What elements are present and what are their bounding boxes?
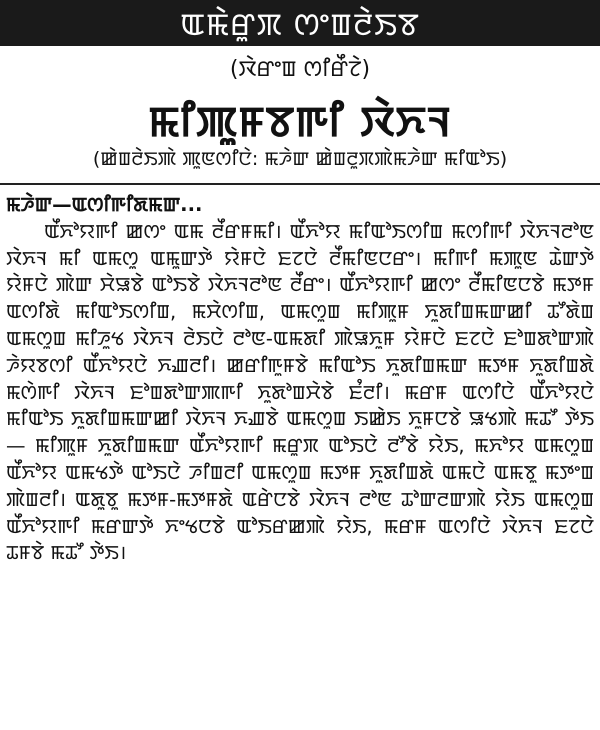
article-headline: ꯃꯤꯄꯨꯝꯕꯒꯤ ꯋꯥꯈꯜ (148, 97, 452, 146)
header-bar (0, 0, 600, 46)
article-byline: (ꯀꯥꯡꯂꯥꯏꯄꯥ ꯄꯨꯟꯁꯤꯅꯥ: ꯃꯍꯥꯛ ꯀꯥꯡꯂꯨꯞꯄꯥꯃꯍꯥꯛ ꯃꯤꯑꯣꯏ) (92, 148, 508, 170)
article-subtitle: (ꯋꯥꯔꯦꯡ ꯁꯤꯔꯩꯖꯥ) (229, 57, 371, 82)
section-title: ꯑꯃꯥꯔꯨꯞ ꯁꯦꯡꯂꯥꯏꯕ (180, 6, 420, 43)
article-body (6, 192, 594, 567)
body-paragraph: ꯑꯩꯈꯣꯌꯒꯤ ꯀꯁꯦ ꯑꯃ ꯂꯩꯔꯝꯃꯤ। ꯑꯩꯈꯣꯌ ꯃꯤꯑꯣꯏꯁꯤꯡ ꯃꯁꯤꯒꯤ ꯋꯥꯈꯜꯂꯣꯟ ꯋꯥꯈꯜ ꯃꯤ ꯑꯃꯁꯨ ꯑꯃꯨꯛꯇꯥ ꯌꯥꯝꯅꯥ ꯐꯖꯅꯥ ꯂꯩꯃꯤꯟꯅꯔꯦ। ꯃꯤꯒꯤ ꯃꯄꯨꯟ ꯊꯥꯛꯇꯥ ꯌꯥꯝꯅꯥ ꯄꯥꯛ ꯆꯥꯎꯕꯥ ꯑꯣꯏꯕꯥ ꯋꯥꯈꯜꯂꯣꯟ ꯂꯩꯔꯦ। ꯑꯩꯈꯣꯌꯒꯤ ꯀꯁꯦ ꯂꯩꯃꯤꯟꯅꯕꯥ ꯃꯇꯝ ꯑꯁꯤꯗꯥ ꯃꯤꯑꯣꯏꯁꯤꯡ, ꯃꯆꯥꯁꯤꯡ, ꯑꯃꯁꯨꯡ ꯃꯤꯄꯨꯝ ꯈꯨꯗꯤꯡꯃꯛꯀꯤ ꯊꯧꯗꯥꯡ ꯑꯃꯁꯨꯡ ꯃꯤꯍꯨꯠ ꯋꯥꯈꯜ ꯂꯥꯏꯅꯥ ꯂꯣꯟ-ꯑꯃꯗꯤ ꯄꯥꯎꯈꯨꯝ ꯌꯥꯝꯅꯥ ꯐꯖꯅꯥ ꯐꯣꯡꯗꯣꯛꯄꯥ ꯍꯥꯌꯕꯁꯤ ꯑꯩꯈꯣꯌꯅꯥ ꯈꯉꯂꯤ। ꯀꯔꯤꯒꯨꯝꯕꯥ ꯃꯤꯑꯣꯏ ꯈꯨꯗꯤꯡꯃꯛ ꯃꯇꯝ ꯈꯨꯗꯤꯡꯗꯥ ꯃꯁꯥꯒꯤ ꯋꯥꯈꯜ ꯐꯣꯡꯗꯣꯛꯄꯒꯤ ꯈꯨꯗꯣꯡꯆꯥꯕꯥ ꯐꯪꯂꯤ। ꯃꯔꯝ ꯑꯁꯤꯅꯥ ꯑꯩꯈꯣꯌꯅꯥ ꯃꯤꯑꯣꯏ ꯈꯨꯗꯤꯡꯃꯛꯀꯤ ꯋꯥꯈꯜ ꯈꯉꯕꯥ ꯑꯃꯁꯨꯡ ꯏꯀꯥꯏ ꯈꯨꯝꯅꯕꯥ ꯎꯠꯄꯥ ꯃꯊꯧ ꯇꯥꯏ— ꯃꯤꯄꯨꯝ ꯈꯨꯗꯤꯡꯃꯛ ꯑꯩꯈꯣꯌꯒꯤ ꯃꯔꯨꯞ ꯑꯣꯏꯅꯥ ꯂꯧꯕꯥ ꯌꯥꯏ, ꯃꯈꯣꯌ ꯑꯃꯁꯨꯡ ꯑꯩꯈꯣꯌ ꯑꯃꯠꯇꯥ ꯑꯣꯏꯅꯥ ꯍꯤꯡꯂꯤ ꯑꯃꯁꯨꯡ ꯃꯇꯝ ꯈꯨꯗꯤꯡꯗꯥ ꯑꯃꯅꯥ ꯑꯃꯕꯨ ꯃꯇꯦꯡ ꯄꯥꯡꯂꯤ। ꯑꯗꯨꯕꯨ ꯃꯇꯝ-ꯃꯇꯝꯗꯥ ꯑꯔꯥꯅꯕꯥ ꯋꯥꯈꯜ ꯂꯣꯟ ꯊꯣꯛꯂꯛꯄꯥ ꯌꯥꯏ ꯑꯃꯁꯨꯡ ꯑꯩꯈꯣꯌꯒꯤ ꯃꯔꯛꯇꯥ ꯈꯦꯠꯅꯕꯥ ꯑꯣꯏꯔꯀꯄꯥ ꯌꯥꯏ, ꯃꯔꯝ ꯑꯁꯤꯅꯥ ꯋꯥꯈꯜ ꯐꯖꯅꯥ ꯊꯝꯕꯥ ꯃꯊꯧ ꯇꯥꯏ। (6, 219, 594, 565)
opening-line: ꯃꯍꯥꯛ—ꯑꯁꯤꯒꯤꯗꯃꯛ... (6, 193, 203, 216)
divider-rule (0, 183, 600, 185)
